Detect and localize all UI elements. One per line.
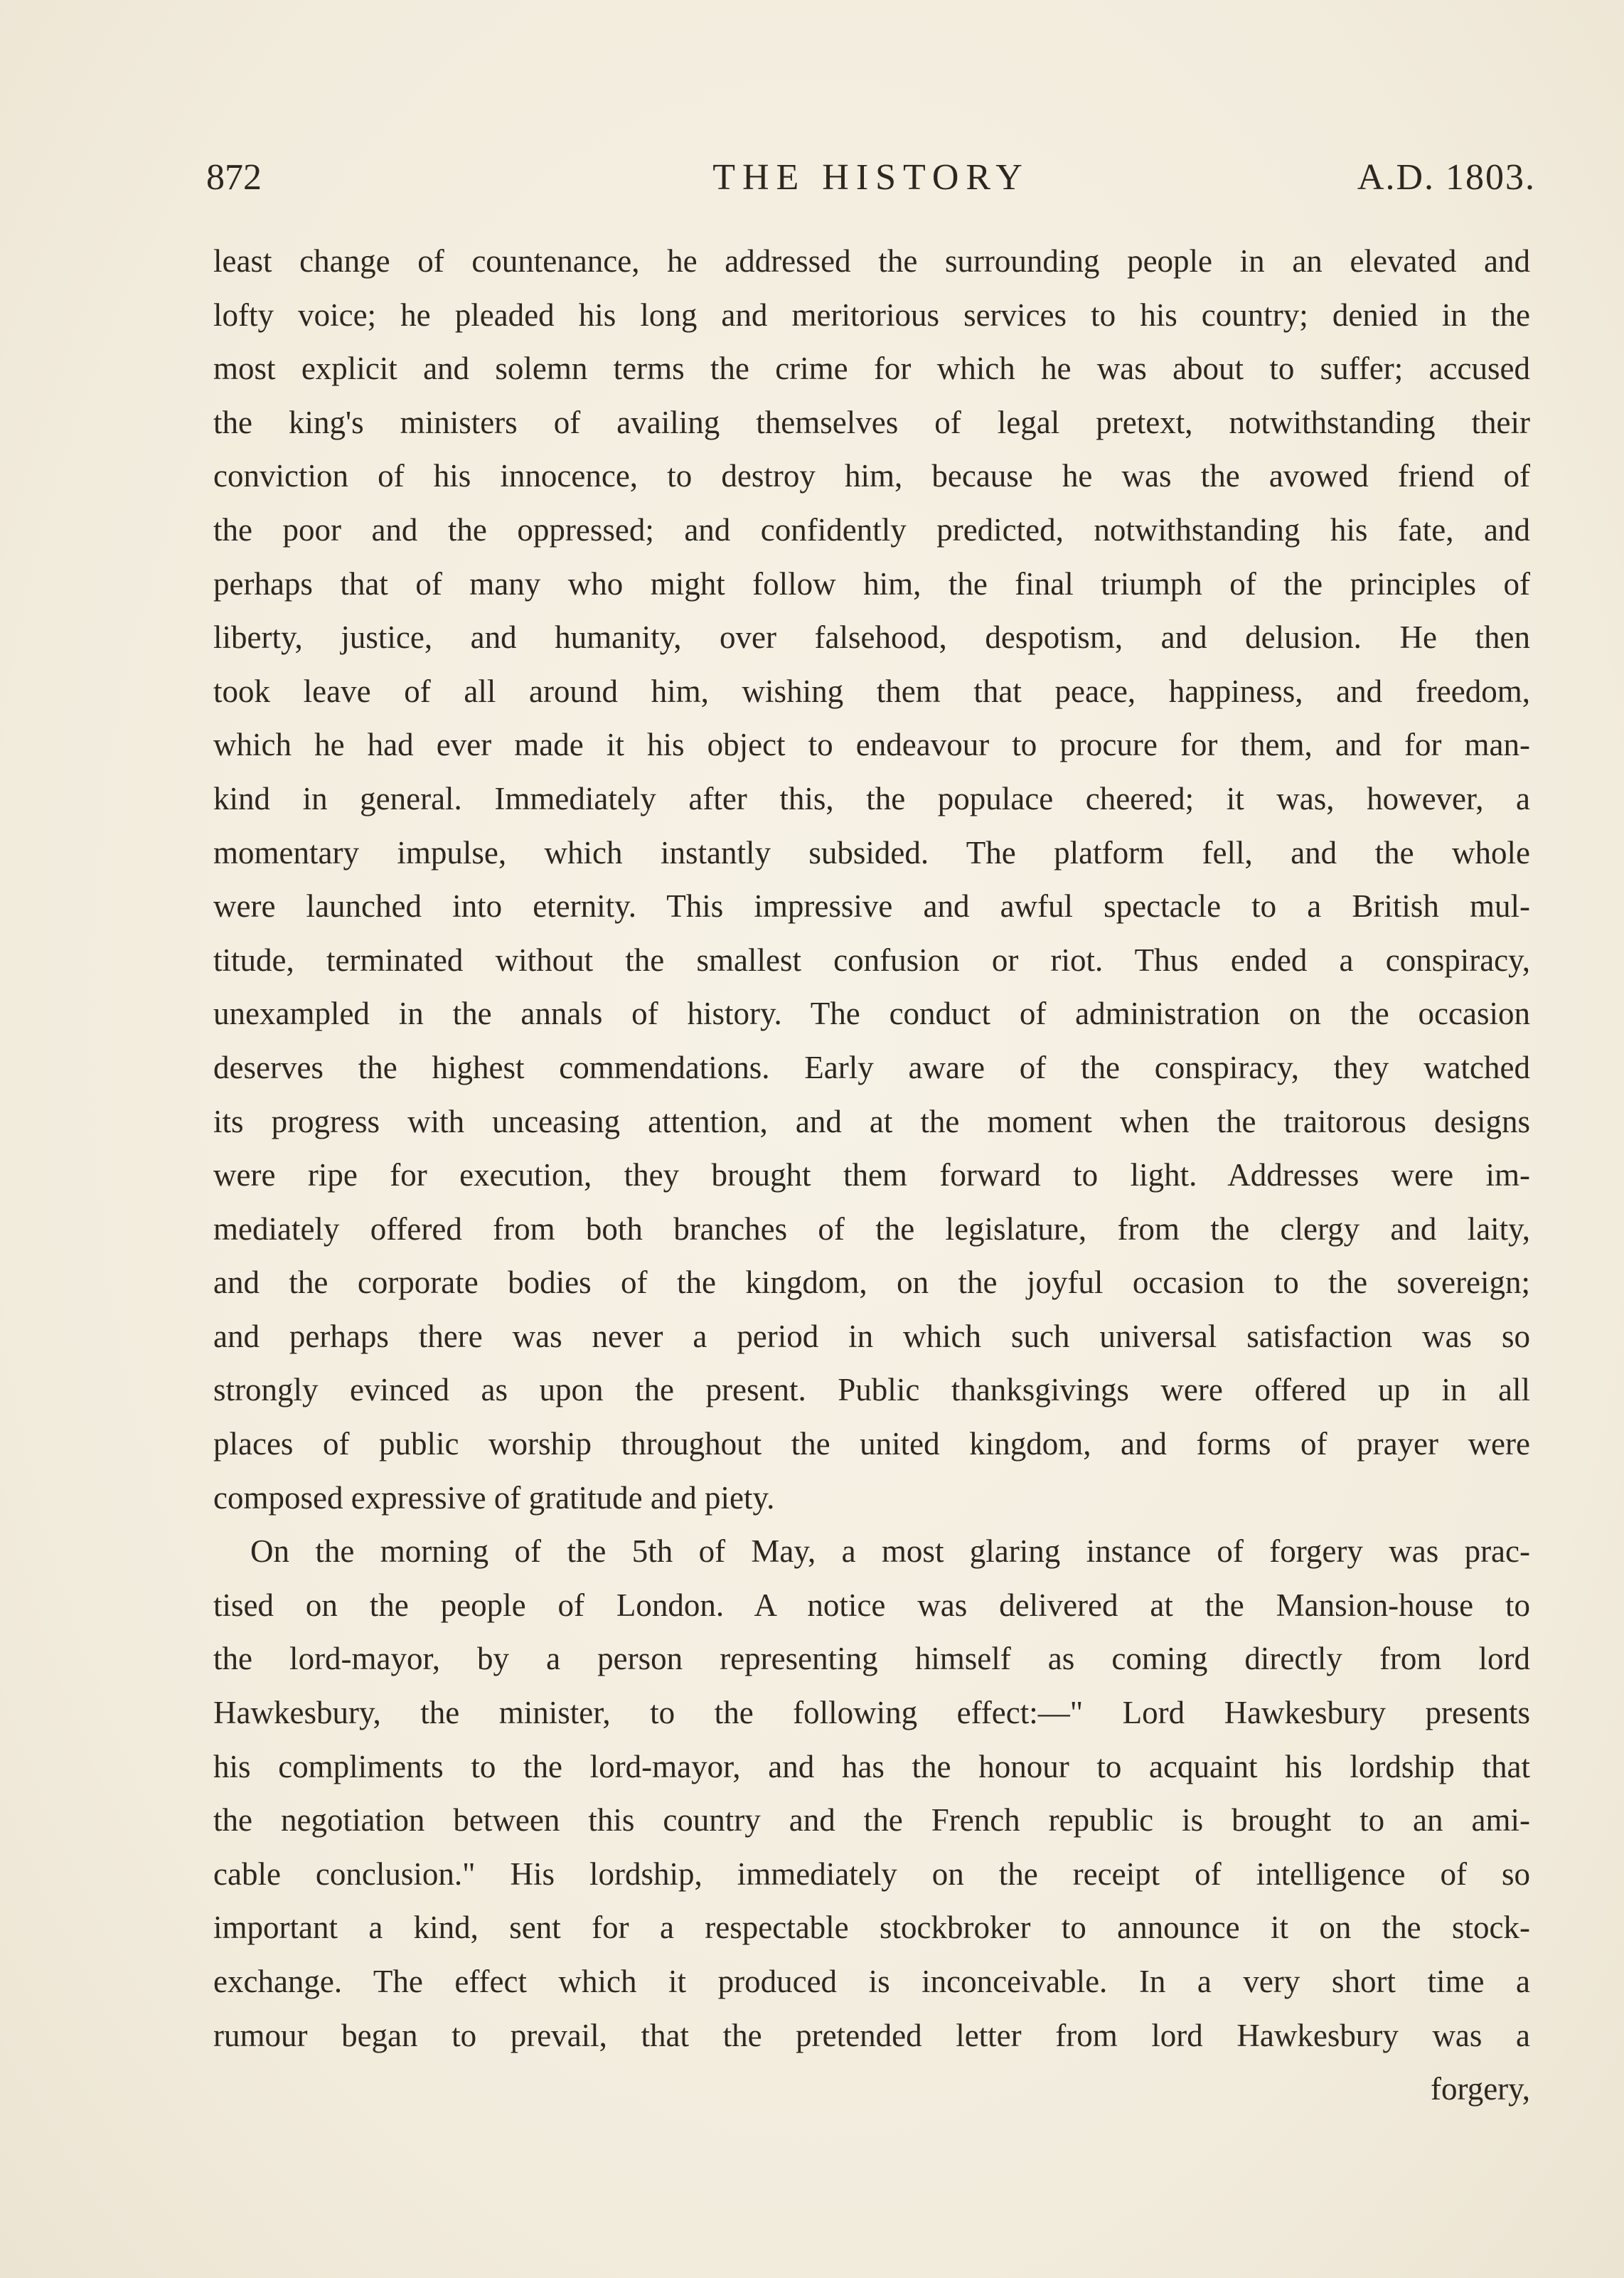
text-line: took leave of all around him, wishing them that peace, happiness, and freedom, bbox=[213, 673, 1530, 709]
text-line: Hawkesbury, the minister, to the following effect:—" Lord Hawkesbury presents bbox=[213, 1695, 1530, 1731]
text-line: his compliments to the lord-mayor, and has the honour to acquaint his lordship that bbox=[213, 1748, 1530, 1784]
text-line: lofty voice; he pleaded his long and meritorious services to his country; denied in the bbox=[213, 297, 1530, 333]
text-line: least change of countenance, he addressed the surrounding people in an elevated and bbox=[213, 243, 1530, 279]
text-line: the negotiation between this country and the French republic is brought to an ami- bbox=[213, 1802, 1530, 1838]
page-number: 872 bbox=[206, 157, 262, 198]
text-line: liberty, justice, and humanity, over falsehood, despotism, and delusion. He then bbox=[213, 619, 1530, 656]
page-body bbox=[213, 235, 1530, 2117]
text-line: kind in general. Immediately after this, the populace cheered; it was, however, a bbox=[213, 780, 1530, 816]
text-line: rumour began to prevail, that the pretended letter from lord Hawkesbury was a bbox=[213, 2017, 1530, 2053]
text-line: strongly evinced as upon the present. Public thanksgivings were offered up in all bbox=[213, 1372, 1530, 1408]
text-line: the poor and the oppressed; and confidently predicted, notwithstanding his fate, and bbox=[213, 511, 1530, 548]
text-line: the lord-mayor, by a person representing himself as coming directly from lord bbox=[213, 1641, 1530, 1677]
text-line: cable conclusion." His lordship, immediately on the receipt of intelligence of so bbox=[213, 1856, 1530, 1892]
text-line: mediately offered from both branches of the legislature, from the clergy and laity, bbox=[213, 1210, 1530, 1247]
running-title: THE HISTORY bbox=[712, 157, 1030, 198]
text-line: which he had ever made it his object to endeavour to procure for them, and for man- bbox=[213, 727, 1530, 763]
paragraph-2 bbox=[213, 1525, 1530, 2063]
text-line: conviction of his innocence, to destroy him, because he was the avowed friend of bbox=[213, 458, 1530, 494]
text-line: were ripe for execution, they brought them forward to light. Addresses were im- bbox=[213, 1157, 1530, 1193]
text-line: deserves the highest commendations. Early aware of the conspiracy, they watched bbox=[213, 1049, 1530, 1085]
text-line: the king's ministers of availing themselves of legal pretext, notwithstanding their bbox=[213, 404, 1530, 440]
text-line: titude, terminated without the smallest confusion or riot. Thus ended a conspiracy, bbox=[213, 942, 1530, 978]
text-line: most explicit and solemn terms the crime for which he was about to suffer; accused bbox=[213, 351, 1530, 387]
text-line: and perhaps there was never a period in which such universal satisfaction was so bbox=[213, 1318, 1530, 1354]
text-line: its progress with unceasing attention, and at the moment when the traitorous designs bbox=[213, 1103, 1530, 1139]
text-line: momentary impulse, which instantly subsided. The platform fell, and the whole bbox=[213, 834, 1530, 871]
text-line: and the corporate bodies of the kingdom, on the joyful occasion to the sovereign; bbox=[213, 1265, 1530, 1301]
text-line: places of public worship throughout the united kingdom, and forms of prayer were bbox=[213, 1426, 1530, 1462]
text-line: tised on the people of London. A notice was delivered at the Mansion-house to bbox=[213, 1587, 1530, 1623]
paragraph-1 bbox=[213, 235, 1530, 1525]
text-line: unexampled in the annals of history. The conduct of administration on the occasion bbox=[213, 996, 1530, 1032]
running-year: A.D. 1803. bbox=[1357, 157, 1536, 198]
catchword: forgery, bbox=[1431, 2071, 1530, 2107]
text-line: On the morning of the 5th of May, a most glaring instance of forgery was prac- bbox=[250, 1533, 1530, 1570]
running-header bbox=[206, 156, 1536, 206]
text-line: important a kind, sent for a respectable stockbroker to announce it on the stock- bbox=[213, 1910, 1530, 1946]
text-line: perhaps that of many who might follow him, the final triumph of the principles of bbox=[213, 565, 1530, 602]
text-line: exchange. The effect which it produced is inconceivable. In a very short time a bbox=[213, 1964, 1530, 1999]
text-line: composed expressive of gratitude and piety. bbox=[213, 1479, 775, 1516]
text-line: were launched into eternity. This impressive and awful spectacle to a British mul- bbox=[213, 888, 1530, 925]
